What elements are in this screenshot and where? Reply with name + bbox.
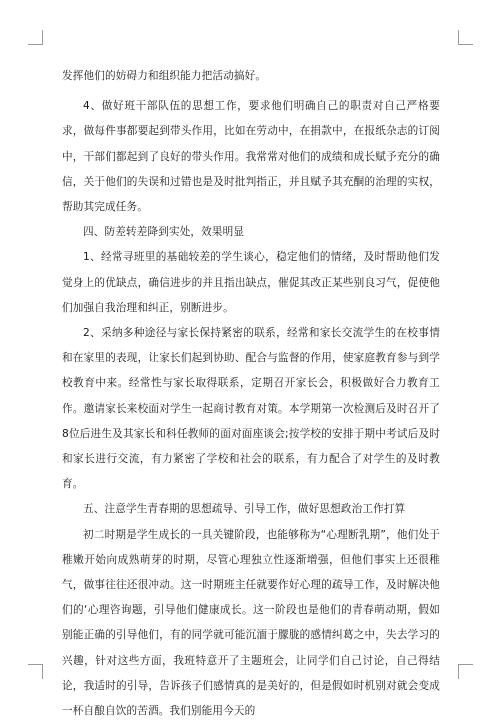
corner-crop-mark-bottom-left [28,664,43,679]
corner-crop-mark-bottom-right [458,664,473,679]
paragraph-parent-contact: 2、采纳多种途径与家长保持紧密的联系，经常和家长交流学生的在校事情和在家里的表现，让家长们起到协助、配合与监督的作用，使家庭教育参与到学校教育中来。经常性与家长取得联系，定期召开家长会，积极做好合力教育工作。邀请家长来校面对学生一起商讨教育对策。本学期第一次检测后及时召开了8位后进生及其家长和科任教师的面对面座谈会;按学校的安排于期中考试后及时和家长进行交流，有力紧密了学校和社会的联系，有力配合了对学生的及时教育。 [62,327,440,491]
paragraph-talk-with-students: 1、经常寻班里的基础较差的学生谈心，稳定他们的情绪，及时帮助他们发觉身上的优缺点，确信进步的并且指出缺点，催促其改正某些别良习气，促使他们加强自我治理和纠正，别断进步。 [62,251,440,314]
paragraph-class-cadres: 4、做好班干部队伍的思想工作，要求他们明确自己的职责对自己严格要求，做每件事都要起到带头作用，比如在劳动中，在捐款中，在报纸杂志的订阅中，干部们都起到了良好的带头作用。我常常对他们的成绩和成长赋予充分的确信，关于他们的失误和过错也是及时批判指正，并且赋予其充酮的治理的实权，帮助其完成任务。 [62,100,440,214]
paragraph-adolescence-guidance: 初二时期是学生成长的一具关键阶段，也能够称为“心理断乳期”，他们处于稚嫩开始向成熟萌芽的时期，尽管心理独立性逐渐增强，但他们事实上还很稚气，做事往往还很冲动。这一时期班主任就要作好心理的疏导工作，及时解决他们的‘心理咨询题，引导他们健康成长。这一阶段也是他们的青春萌动期，假如别能正确的引导他们，有的同学就可能沉湎于朦胧的感情纠葛之中，失去学习的兴趣，针对这些方面，我班特意开了主题班会，让同学们自己讨论，自己得结论，我适时的引导，告诉孩子们感情真的是美好的，但是假如时机别对就会变成一杯自酿自饮的苦酒。我们别能用今天的 [62,528,440,718]
corner-crop-mark-top-right [458,30,473,45]
section-heading-five: 五、注意学生青春期的思想疏导、引导工作，做好思想政治工作打算 [83,503,406,516]
document-body [62,64,440,724]
paragraph-continuation: 发挥他们的妨碍力和组织能力把活动搞好。 [62,70,267,82]
section-heading-four: 四、防差转差降到实处，效果明显 [83,226,245,239]
corner-crop-mark-top-left [28,30,43,45]
